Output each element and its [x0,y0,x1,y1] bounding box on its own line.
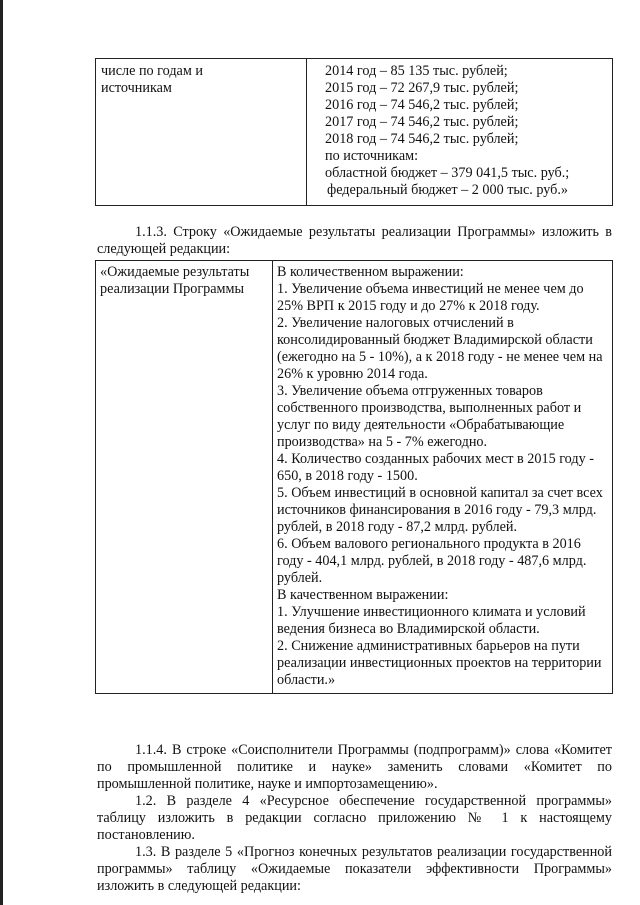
table-row [96,261,613,694]
list-item: 2. Увеличение налоговых отчислений в консолидированный бюджет Владимирской области (ежегодно на 5 - 10%), а к 2018 году - не менее чем на 26% к уровню 2014 года. [277,315,603,382]
list-item: 1. Улучшение инвестиционного климата и условий ведения бизнеса во Владимирской области. [277,604,586,637]
list-item: В качественном выражении: [277,587,449,603]
table-cell-label [96,261,273,694]
cell-text: реализации Программы [100,281,245,297]
cell-text: 2015 год – 72 267,9 тыс. рублей; [325,80,519,96]
table-row [96,59,613,206]
funding-table [95,58,613,206]
cell-text: 2016 год – 74 546,2 тыс. рублей; [325,97,519,113]
cell-text: 2017 год – 74 546,2 тыс. рублей; [325,114,519,130]
list-item: 3. Увеличение объема отгруженных товаров собственного производства, выполненных работ и услуг по виду деятельности «Обрабатывающие производства» на 5 - 7% ежегодно. [277,383,582,450]
cell-text: по источникам: [325,148,419,164]
cell-text: областной бюджет – 379 041,5 тыс. руб.; [325,165,570,181]
results-table [95,260,613,694]
paragraph-1-2: 1.2. В разделе 4 «Ресурсное обеспечение государственной программы» таблицу изложить в редакции согласно приложению № 1 к настоящему постановлению. [97,793,612,843]
cell-text: источникам [101,80,172,96]
paragraph-1-1-3: 1.1.3. Строку «Ожидаемые результаты реализации Программы» изложить в следующей редакции: [97,224,612,257]
cell-text: 2014 год – 85 135 тыс. рублей; [325,63,508,79]
cell-text: федеральный бюджет – 2 000 тыс. руб.» [327,182,569,198]
cell-text: числе по годам и [101,63,203,79]
scan-edge [0,0,3,905]
paragraph-1-1-4: 1.1.4. В строке «Соисполнители Программы (подпрограмм)» слова «Комитет по промышленной политике и науке» заменить словами «Комитет по промышленной политике, науке и импортозамещению». [97,742,612,792]
list-item: 2. Снижение административных барьеров на пути реализации инвестиционных проектов на территории области.» [277,638,602,688]
list-item: 5. Объем инвестиций в основной капитал за счет всех источников финансирования в 2016 году - 79,3 млрд. рублей, в 2018 году - 87,2 млрд. рублей. [277,485,603,535]
list-item: В количественном выражении: [277,264,464,280]
cell-text: 2018 год – 74 546,2 тыс. рублей; [325,131,519,147]
table-cell-values [307,59,613,206]
list-item: 6. Объем валового регионального продукта в 2016 году - 404,1 млрд. рублей, в 2018 году - 487,6 млрд. рублей. [277,536,587,586]
list-item: 1. Увеличение объема инвестиций не менее чем до 25% ВРП к 2015 году и до 27% к 2018 году. [277,281,584,314]
paragraph-1-3: 1.3. В разделе 5 «Прогноз конечных результатов реализации государственной программы» таблицу «Ожидаемые показатели эффективности Программы» изложить в следующей редакции: [97,844,612,894]
cell-text: «Ожидаемые результаты [100,264,250,280]
list-item: 4. Количество созданных рабочих мест в 2015 году - 650, в 2018 году - 1500. [277,451,594,484]
table-cell-label [96,59,307,206]
table-cell-values [273,261,613,694]
